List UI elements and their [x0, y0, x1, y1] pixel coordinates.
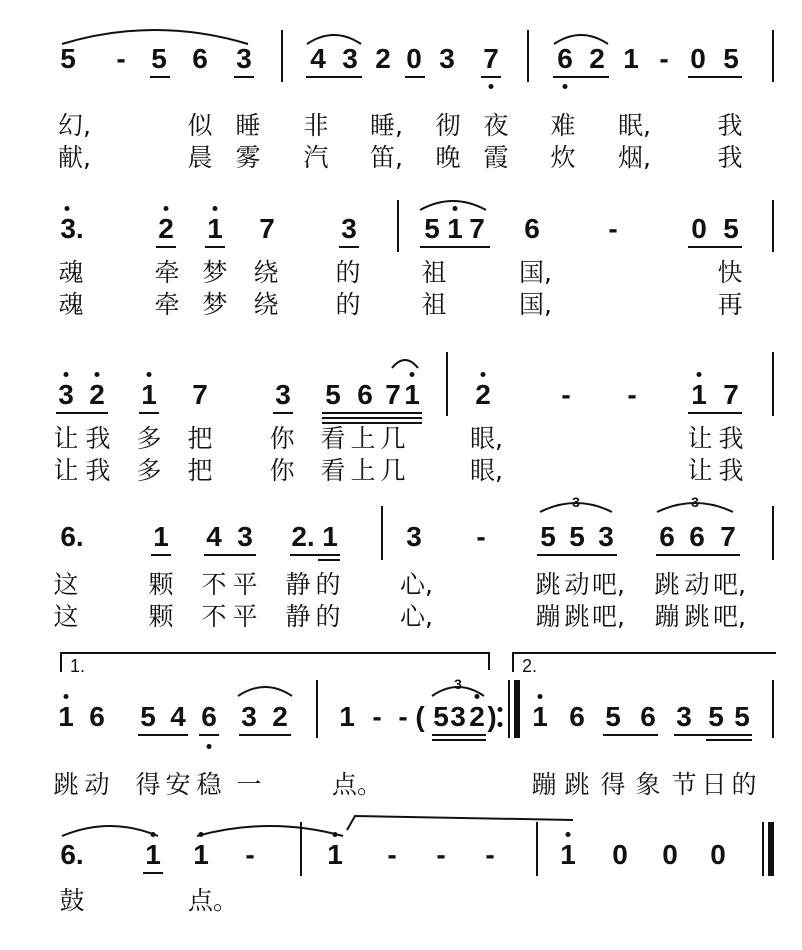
lyric: 点。 — [332, 770, 383, 799]
lyric: 静 — [285, 602, 311, 631]
note: 1 — [58, 701, 74, 732]
note: - — [387, 839, 397, 870]
low-octave-dot — [207, 744, 212, 749]
note: 0 — [612, 839, 628, 870]
high-octave-dot — [65, 206, 70, 211]
lyric: 绕 — [253, 258, 279, 287]
note: 1 — [141, 379, 157, 410]
lyric: 的 — [315, 602, 341, 631]
lyric: 颗 — [148, 570, 174, 599]
note: 5 — [723, 213, 739, 244]
tuplet-mark: 3 — [454, 676, 462, 692]
lyric: 把 — [187, 456, 213, 485]
lyric: 我 — [717, 111, 743, 140]
underline — [420, 246, 490, 248]
lyric: 梦 — [202, 258, 228, 287]
lyric: 彻 — [435, 111, 461, 140]
lyric: 跳 — [654, 570, 680, 599]
lyric: 象 — [635, 770, 661, 799]
lyric: 似 — [187, 111, 213, 140]
high-octave-dot — [95, 372, 100, 377]
note: 1 — [532, 701, 548, 732]
barline — [527, 30, 529, 82]
note: 3 — [450, 701, 466, 732]
high-octave-dot — [538, 694, 543, 699]
tuplet-mark: 3 — [691, 494, 699, 510]
lyric: 烟, — [618, 143, 651, 172]
note: 1 — [153, 521, 169, 552]
first-ending-label: 1. — [70, 656, 86, 676]
note: 5 — [325, 379, 341, 410]
lyric: 晨 — [187, 143, 213, 172]
high-octave-dot — [164, 206, 169, 211]
lyric: 的 — [315, 570, 341, 599]
underline — [432, 739, 486, 741]
lyric: 祖 — [421, 290, 447, 319]
note: 1 — [691, 379, 707, 410]
lyric: 跳 — [564, 602, 590, 631]
underline — [234, 76, 254, 78]
note: - — [245, 839, 255, 870]
low-octave-dot — [489, 84, 494, 89]
high-octave-dot — [333, 832, 338, 837]
barline — [772, 680, 774, 738]
lyric: 日 — [701, 770, 727, 799]
paren-open: ( — [415, 701, 425, 732]
lyric: 这 — [53, 602, 79, 631]
lyric: 我 — [718, 424, 744, 453]
note: 5 — [605, 701, 621, 732]
note: 2. — [291, 521, 315, 552]
lyric: 让 — [687, 424, 713, 453]
lyric: 夜 — [483, 111, 509, 140]
lyric: 幻, — [58, 111, 91, 140]
lyric: 国, — [519, 258, 552, 287]
underline — [688, 76, 742, 78]
underline — [239, 734, 291, 736]
note: 1 — [560, 839, 576, 870]
note: 3 — [58, 379, 74, 410]
note: 4 — [310, 43, 326, 74]
lyric: 梦 — [202, 290, 228, 319]
note: 6 — [192, 43, 208, 74]
lyric: 鼓 — [59, 886, 85, 915]
lyric: 上 — [350, 456, 376, 485]
note: 3 — [341, 213, 357, 244]
note: - — [608, 213, 618, 244]
lyric: 国, — [519, 290, 552, 319]
note: 0 — [691, 213, 707, 244]
lyric: 跳 — [684, 602, 710, 631]
underline — [273, 412, 293, 414]
lyric: 心, — [400, 570, 433, 599]
lyric: 不 — [201, 602, 227, 631]
note: 0 — [406, 43, 422, 74]
lyric: 跳 — [535, 570, 561, 599]
lyric: 蹦 — [654, 602, 680, 631]
lyric: 心, — [400, 602, 433, 631]
underline — [432, 734, 486, 736]
note: 0 — [690, 43, 706, 74]
lyric: 平 — [232, 602, 258, 631]
tuplet-mark: 3 — [572, 494, 580, 510]
underline — [151, 554, 171, 556]
lyric: 眼, — [470, 456, 503, 485]
first-ending-bracket — [60, 652, 490, 676]
note: 5 — [140, 701, 156, 732]
underline — [656, 554, 740, 556]
underline — [150, 76, 170, 78]
note: 5 — [424, 213, 440, 244]
note: 7 — [259, 213, 275, 244]
lyric: 你 — [269, 456, 295, 485]
underline — [205, 246, 225, 248]
barline — [316, 680, 318, 738]
lyric: 吧, — [592, 570, 625, 599]
underline — [553, 76, 609, 78]
note: 6 — [640, 701, 656, 732]
note: 3 — [439, 43, 455, 74]
lyric: 我 — [718, 456, 744, 485]
underline — [603, 734, 658, 736]
high-octave-dot — [453, 206, 458, 211]
note: 4 — [170, 701, 186, 732]
underline — [306, 76, 362, 78]
lyric: 眠, — [618, 111, 651, 140]
note: 2 — [469, 701, 485, 732]
underline — [688, 246, 742, 248]
underline — [339, 246, 359, 248]
barline — [446, 352, 448, 416]
lyric: 雾 — [235, 143, 261, 172]
lyric: 难 — [550, 111, 576, 140]
high-octave-dot — [475, 694, 480, 699]
lyric: 点。 — [188, 886, 239, 915]
note: 7 — [192, 379, 208, 410]
note: - — [561, 379, 571, 410]
lyric: 我 — [85, 456, 111, 485]
barline — [381, 506, 383, 560]
underline — [322, 417, 422, 419]
note: 2 — [272, 701, 288, 732]
lyric: 跳 — [564, 770, 590, 799]
note: 6 — [557, 43, 573, 74]
underline — [290, 554, 340, 556]
lyric: 祖 — [421, 258, 447, 287]
note: - — [627, 379, 637, 410]
lyric: 再 — [717, 290, 743, 319]
note: 6 — [689, 521, 705, 552]
note: - — [398, 701, 408, 732]
note: 1 — [623, 43, 639, 74]
note: 1 — [404, 379, 420, 410]
lyric: 献, — [58, 143, 91, 172]
lyric: 吧, — [713, 602, 746, 631]
lyric: 多 — [136, 424, 162, 453]
lyric: 蹦 — [531, 770, 557, 799]
low-octave-dot — [563, 84, 568, 89]
high-octave-dot — [199, 832, 204, 837]
note: 3. — [60, 213, 84, 244]
lyric: 动 — [84, 770, 110, 799]
lyric: 得 — [135, 770, 161, 799]
underline — [138, 734, 188, 736]
slur — [236, 682, 294, 698]
lyric: 多 — [136, 456, 162, 485]
note: 2 — [89, 379, 105, 410]
lyric: 得 — [600, 770, 626, 799]
lyric: 你 — [269, 424, 295, 453]
note: 5 — [708, 701, 724, 732]
lyric: 牵 — [154, 290, 180, 319]
lyric: 睡, — [370, 111, 403, 140]
lyric: 我 — [717, 143, 743, 172]
note: 3 — [236, 43, 252, 74]
barline — [536, 822, 538, 876]
note: 3 — [406, 521, 422, 552]
note: 7 — [720, 521, 736, 552]
note: - — [659, 43, 669, 74]
high-octave-dot — [64, 694, 69, 699]
lyric: 看 — [320, 456, 346, 485]
barline — [397, 200, 399, 252]
repeat-dot — [498, 707, 503, 712]
high-octave-dot — [566, 832, 571, 837]
repeat-barline — [514, 680, 520, 738]
lyric: 这 — [53, 570, 79, 599]
note: 5 — [723, 43, 739, 74]
note: - — [436, 839, 446, 870]
underline — [481, 76, 501, 78]
high-octave-dot — [410, 372, 415, 377]
lyric: 炊 — [550, 143, 576, 172]
lyric: 跳 — [53, 770, 79, 799]
high-octave-dot — [481, 372, 486, 377]
note: 6 — [659, 521, 675, 552]
underline — [139, 412, 159, 414]
lyric: 节 — [671, 770, 697, 799]
note: 6 — [201, 701, 217, 732]
lyric: 动 — [564, 570, 590, 599]
slur — [390, 356, 420, 370]
tie — [195, 820, 345, 838]
underline — [537, 554, 617, 556]
lyric: 吧, — [592, 602, 625, 631]
lyric: 让 — [53, 456, 79, 485]
underline — [706, 739, 752, 741]
note: - — [116, 43, 126, 74]
lyric: 一 — [236, 770, 262, 799]
note: 1 — [339, 701, 355, 732]
note: 2 — [158, 213, 174, 244]
lyric: 笛, — [370, 143, 403, 172]
lyric: 牵 — [154, 258, 180, 287]
high-octave-dot — [697, 372, 702, 377]
lyric: 动 — [684, 570, 710, 599]
lyric: 魂 — [58, 290, 84, 319]
note: 1 — [145, 839, 161, 870]
lyric: 眼, — [470, 424, 503, 453]
lyric: 安 — [165, 770, 191, 799]
lyric: 把 — [187, 424, 213, 453]
note: 6 — [89, 701, 105, 732]
slur — [60, 820, 160, 838]
note: 1 — [322, 521, 338, 552]
note: 6 — [569, 701, 585, 732]
lyric: 让 — [687, 456, 713, 485]
lyric: 几 — [380, 456, 406, 485]
barline — [772, 506, 774, 560]
tie — [345, 814, 575, 832]
high-octave-dot — [151, 832, 156, 837]
note: 3 — [342, 43, 358, 74]
note: - — [476, 521, 486, 552]
lyric: 的 — [335, 258, 361, 287]
note: 3 — [598, 521, 614, 552]
note: 7 — [723, 379, 739, 410]
lyric: 稳 — [196, 770, 222, 799]
underline — [322, 412, 422, 414]
lyric: 睡 — [235, 111, 261, 140]
underline — [204, 554, 256, 556]
lyric: 魂 — [58, 258, 84, 287]
lyric: 颗 — [148, 602, 174, 631]
lyric: 蹦 — [535, 602, 561, 631]
final-barline-thin — [762, 822, 764, 876]
underline — [688, 412, 742, 414]
underline — [156, 246, 176, 248]
note: 5 — [151, 43, 167, 74]
lyric: 不 — [201, 570, 227, 599]
lyric: 我 — [85, 424, 111, 453]
note: 1 — [193, 839, 209, 870]
lyric: 看 — [320, 424, 346, 453]
lyric: 绕 — [253, 290, 279, 319]
lyric: 汽 — [303, 143, 329, 172]
note: 0 — [710, 839, 726, 870]
lyric: 平 — [232, 570, 258, 599]
underline — [56, 412, 108, 414]
underline — [318, 559, 340, 561]
barline — [508, 680, 510, 738]
lyric: 静 — [285, 570, 311, 599]
note: - — [485, 839, 495, 870]
final-barline-thick — [768, 822, 774, 876]
lyric: 吧, — [713, 570, 746, 599]
note: 5 — [569, 521, 585, 552]
underline — [674, 734, 752, 736]
lyric: 上 — [350, 424, 376, 453]
note: - — [372, 701, 382, 732]
note: 6. — [60, 839, 84, 870]
high-octave-dot — [147, 372, 152, 377]
note: 2 — [475, 379, 491, 410]
lyric: 让 — [53, 424, 79, 453]
second-ending-label: 2. — [522, 656, 538, 676]
note: 1 — [447, 213, 463, 244]
lyric: 几 — [380, 424, 406, 453]
note: 1 — [207, 213, 223, 244]
note: 0 — [662, 839, 678, 870]
high-octave-dot — [213, 206, 218, 211]
note: 5 — [433, 701, 449, 732]
note: 3 — [241, 701, 257, 732]
high-octave-dot — [64, 372, 69, 377]
underline — [143, 872, 163, 874]
lyric: 的 — [335, 290, 361, 319]
note: 5 — [734, 701, 750, 732]
note: 7 — [385, 379, 401, 410]
repeat-dot — [498, 722, 503, 727]
volta-end — [488, 652, 490, 670]
note: 5 — [60, 43, 76, 74]
barline — [772, 200, 774, 252]
note: 3 — [237, 521, 253, 552]
barline — [772, 352, 774, 416]
lyric: 的 — [731, 770, 757, 799]
lyric: 非 — [303, 111, 329, 140]
barline — [772, 30, 774, 82]
note: 7 — [483, 43, 499, 74]
barline — [300, 822, 302, 876]
note: 6 — [524, 213, 540, 244]
note: 1 — [327, 839, 343, 870]
note: 4 — [206, 521, 222, 552]
note: 6. — [60, 521, 84, 552]
note: 3 — [676, 701, 692, 732]
second-ending-bracket — [512, 652, 776, 676]
underline — [405, 76, 425, 78]
barline — [281, 30, 283, 82]
lyric: 快 — [717, 258, 743, 287]
note: 3 — [275, 379, 291, 410]
note: 7 — [469, 213, 485, 244]
note: 5 — [540, 521, 556, 552]
lyric: 晚 — [435, 143, 461, 172]
note: 2 — [589, 43, 605, 74]
paren-close: ) — [487, 701, 497, 732]
underline — [199, 734, 219, 736]
note: 2 — [375, 43, 391, 74]
lyric: 霞 — [483, 143, 509, 172]
note: 6 — [357, 379, 373, 410]
